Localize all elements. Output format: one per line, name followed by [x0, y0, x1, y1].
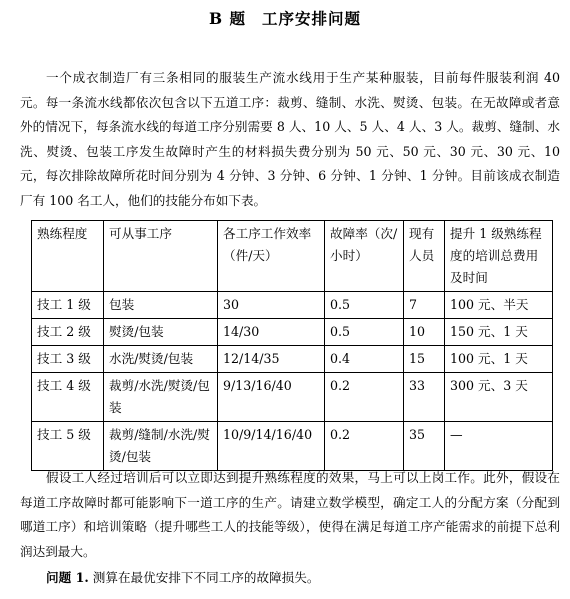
cell-failure: 0.5 — [325, 319, 404, 346]
cell-level: 技工 4 级 — [32, 373, 104, 422]
cell-failure: 0.2 — [325, 373, 404, 422]
cell-training: 100 元、半天 — [445, 292, 553, 319]
cell-training: 300 元、3 天 — [445, 373, 553, 422]
cell-training: 150 元、1 天 — [445, 319, 553, 346]
header-training: 提升 1 级熟练程度的培训总费用及时间 — [445, 221, 553, 292]
problem-name: 工序安排问题 — [261, 9, 361, 28]
cell-staff: 7 — [404, 292, 445, 319]
cell-staff: 33 — [404, 373, 445, 422]
cell-efficiency: 10/9/14/16/40 — [218, 422, 325, 471]
table-header-row — [32, 221, 553, 292]
cell-level: 技工 1 级 — [32, 292, 104, 319]
cell-level: 技工 3 级 — [32, 346, 104, 373]
cell-staff: 10 — [404, 319, 445, 346]
cell-failure: 0.2 — [325, 422, 404, 471]
table-row — [32, 346, 553, 373]
header-staff: 现有人员 — [404, 221, 445, 292]
question-1-label: 问题 1. — [46, 570, 89, 585]
header-level: 熟练程度 — [32, 221, 104, 292]
cell-training: 100 元、1 天 — [445, 346, 553, 373]
question-1-text: 测算在最优安排下不同工序的故障损失。 — [92, 570, 320, 585]
cell-efficiency: 14/30 — [218, 319, 325, 346]
cell-failure: 0.4 — [325, 346, 404, 373]
cell-process: 熨烫/包装 — [104, 319, 218, 346]
question-1 — [46, 566, 546, 591]
cell-failure: 0.5 — [325, 292, 404, 319]
problem-title — [0, 7, 570, 29]
cell-level: 技工 5 级 — [32, 422, 104, 471]
cell-training: — — [445, 422, 553, 471]
table-row — [32, 319, 553, 346]
skill-table — [31, 220, 553, 471]
cell-process: 裁剪/水洗/熨烫/包装 — [104, 373, 218, 422]
table-row — [32, 422, 553, 471]
cell-process: 水洗/熨烫/包装 — [104, 346, 218, 373]
cell-efficiency: 9/13/16/40 — [218, 373, 325, 422]
cell-process: 包装 — [104, 292, 218, 319]
table-row — [32, 373, 553, 422]
cell-staff: 15 — [404, 346, 445, 373]
cell-efficiency: 30 — [218, 292, 325, 319]
header-efficiency: 各工序工作效率（件/天） — [218, 221, 325, 292]
cell-level: 技工 2 级 — [32, 319, 104, 346]
cell-staff: 35 — [404, 422, 445, 471]
assumption-paragraph: 假设工人经过培训后可以立即达到提升熟练程度的效果，马上可以上岗工作。此外，假设在每道工序故障时都可能影响下一道工序的生产。请建立数学模型，确定工人的分配方案（分配到哪道工序）和培训策略（提升哪些工人的技能等级），使得在满足每道工序产能需求的前提下总利润达到最大。 — [20, 470, 560, 559]
header-failure: 故障率（次/小时） — [325, 221, 404, 292]
cell-efficiency: 12/14/35 — [218, 346, 325, 373]
cell-process: 裁剪/缝制/水洗/熨烫/包装 — [104, 422, 218, 471]
table-row — [32, 292, 553, 319]
intro-paragraph: 一个成衣制造厂有三条相同的服装生产流水线用于生产某种服装，目前每件服装利润 40 元。每一条流水线都依次包含以下五道工序：裁剪、缝制、水洗、熨烫、包装。在无故障或者意外的情况下，每条流水线的每道工序分别需要 8 人、10 人、5 人、4 人、3 人。裁剪、缝制、水洗、熨烫、包装工序发生故障时产生的材料损失费分别为 50 元、50 元、30 元、30 元、10 元，每次排除故障所花时间分别为 4 分钟、3 分钟、6 分钟、1 分钟、1 分钟。目前该成衣制造厂有 100 名工人，他们的技能分布如下表。 — [20, 70, 560, 208]
header-process: 可从事工序 — [104, 221, 218, 292]
problem-label: B 题 — [208, 9, 246, 28]
